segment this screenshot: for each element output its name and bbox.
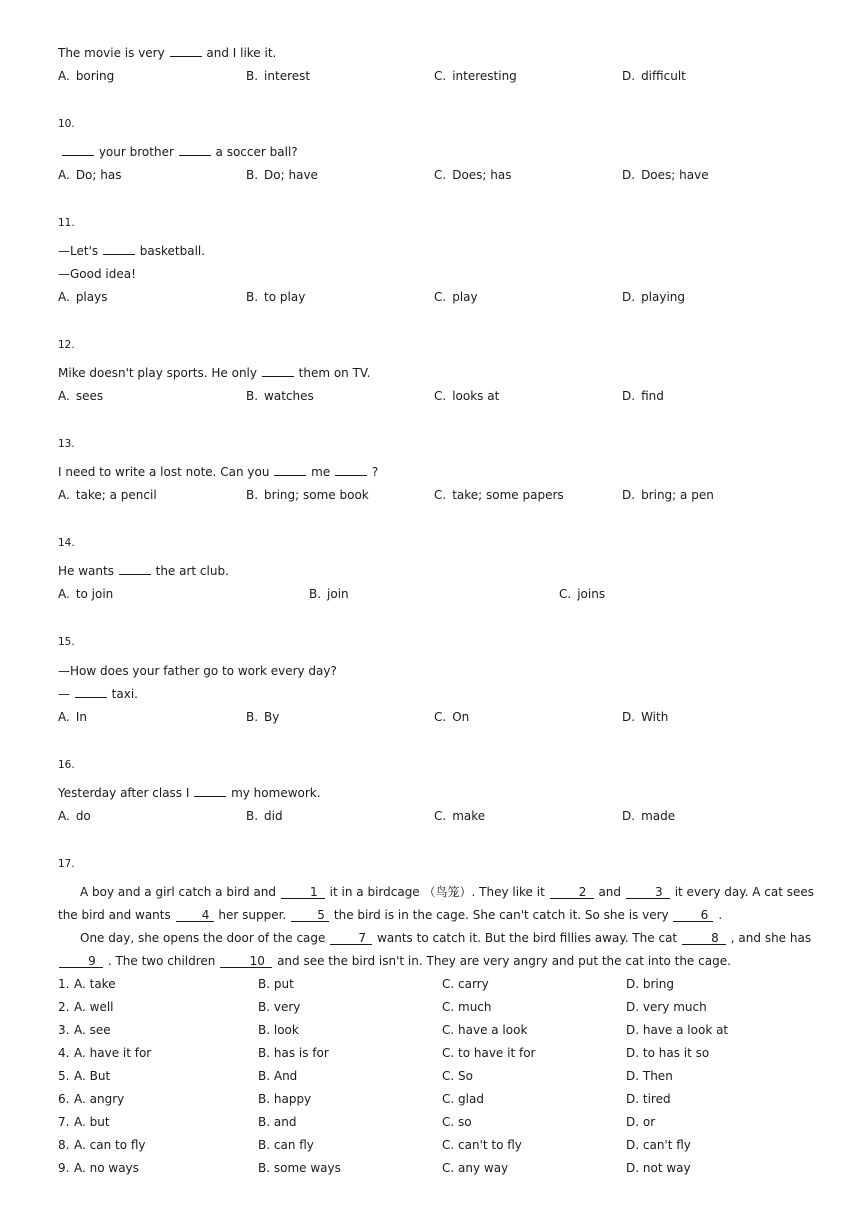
- option-d[interactable]: D. have a look at: [626, 1023, 729, 1037]
- option-number: 5.: [58, 1069, 70, 1083]
- question-number: 13.: [58, 438, 75, 450]
- option-a[interactable]: A. But: [74, 1069, 111, 1083]
- option-b[interactable]: B. did: [246, 809, 283, 823]
- option-d[interactable]: D. to has it so: [626, 1046, 710, 1060]
- option-b[interactable]: B. And: [258, 1069, 298, 1083]
- option-b[interactable]: B. bring; some book: [246, 488, 369, 502]
- stem-text: The movie is very: [58, 46, 165, 60]
- cloze-blank-8[interactable]: 8: [682, 933, 726, 945]
- question-12-stem: Mike doesn't play sports. He only them on TV.: [58, 366, 371, 380]
- question-15-line1: —How does your father go to work every day?: [58, 664, 337, 678]
- option-b[interactable]: B. interest: [246, 69, 311, 83]
- answer-blank[interactable]: [194, 785, 226, 797]
- question-number: 14.: [58, 537, 75, 549]
- question-14-stem: He wants the art club.: [58, 564, 229, 578]
- option-c[interactable]: C. interesting: [434, 69, 517, 83]
- option-c[interactable]: C. Does; has: [434, 168, 512, 182]
- option-b[interactable]: B. watches: [246, 389, 314, 403]
- question-number: 17.: [58, 858, 75, 870]
- option-c[interactable]: C. carry: [442, 977, 489, 991]
- option-number: 3.: [58, 1023, 70, 1037]
- option-c[interactable]: C. So: [442, 1069, 473, 1083]
- cloze-paragraph-1: A boy and a girl catch a bird and 1 it in a birdcage （鸟笼）. They like it 2 and 3 it every day. A cat sees the bird and wants 4 her supper. 5 the bird is in the cage. She can't catch it. So she is very 6 .: [58, 885, 815, 922]
- option-d[interactable]: D. playing: [622, 290, 686, 304]
- cloze-blank-6[interactable]: 6: [673, 910, 713, 922]
- option-b[interactable]: B. By: [246, 710, 280, 724]
- option-a[interactable]: A. do: [58, 809, 91, 823]
- option-a[interactable]: A. take; a pencil: [58, 488, 157, 502]
- cloze-option-row: [58, 1022, 818, 1038]
- option-d[interactable]: D. tired: [626, 1092, 671, 1106]
- answer-blank[interactable]: [335, 464, 367, 476]
- option-number: 4.: [58, 1046, 70, 1060]
- option-number: 7.: [58, 1115, 70, 1129]
- option-c[interactable]: C. so: [442, 1115, 472, 1129]
- option-a[interactable]: A. but: [74, 1115, 110, 1129]
- option-a[interactable]: A. to join: [58, 587, 114, 601]
- option-b[interactable]: B. some ways: [258, 1161, 341, 1175]
- option-b[interactable]: B. very: [258, 1000, 301, 1014]
- cloze-option-row: [58, 1160, 818, 1176]
- answer-blank[interactable]: [274, 464, 306, 476]
- stem-text: and I like it.: [206, 46, 277, 60]
- question-number: 16.: [58, 759, 75, 771]
- option-b[interactable]: B. join: [309, 587, 349, 601]
- cloze-blank-1[interactable]: 1: [281, 887, 325, 899]
- option-c[interactable]: C. much: [442, 1000, 492, 1014]
- cloze-option-row: [58, 1091, 818, 1107]
- option-a[interactable]: A. can to fly: [74, 1138, 146, 1152]
- cloze-option-row: [58, 999, 818, 1015]
- cloze-option-row: [58, 1114, 818, 1130]
- option-d[interactable]: D. can't fly: [626, 1138, 691, 1152]
- option-a[interactable]: A. see: [74, 1023, 111, 1037]
- option-a[interactable]: A. take: [74, 977, 116, 991]
- option-c[interactable]: C. have a look: [442, 1023, 528, 1037]
- option-d[interactable]: D. or: [626, 1115, 656, 1129]
- option-a[interactable]: A. angry: [74, 1092, 125, 1106]
- option-b[interactable]: B. can fly: [258, 1138, 314, 1152]
- question-9-stem: [58, 45, 276, 61]
- question-16-stem: Yesterday after class I my homework.: [58, 786, 321, 800]
- cloze-option-row: [58, 1068, 818, 1084]
- option-d[interactable]: D. Does; have: [622, 168, 709, 182]
- option-d[interactable]: D. difficult: [622, 69, 686, 83]
- answer-blank[interactable]: [262, 365, 294, 377]
- option-d[interactable]: D. bring: [626, 977, 674, 991]
- cloze-blank-10[interactable]: 10: [220, 956, 272, 968]
- option-a[interactable]: A. no ways: [74, 1161, 139, 1175]
- answer-blank[interactable]: [179, 144, 211, 156]
- option-number: 1.: [58, 977, 70, 991]
- option-d[interactable]: D. Then: [626, 1069, 673, 1083]
- option-b[interactable]: B. put: [258, 977, 294, 991]
- cloze-option-row: [58, 1137, 818, 1153]
- question-number: 10.: [58, 118, 75, 130]
- cloze-blank-5[interactable]: 5: [291, 910, 329, 922]
- option-a[interactable]: A. Do; has: [58, 168, 122, 182]
- option-d[interactable]: D. not way: [626, 1161, 691, 1175]
- option-d[interactable]: D. find: [622, 389, 664, 403]
- option-a[interactable]: A. have it for: [74, 1046, 152, 1060]
- answer-blank[interactable]: [170, 45, 202, 57]
- cloze-passage: [58, 881, 818, 973]
- option-c[interactable]: C. looks at: [434, 389, 500, 403]
- option-number: 8.: [58, 1138, 70, 1152]
- question-number: 12.: [58, 339, 75, 351]
- option-c[interactable]: C. any way: [442, 1161, 509, 1175]
- option-a[interactable]: A. plays: [58, 290, 108, 304]
- cloze-blank-3[interactable]: 3: [626, 887, 670, 899]
- question-10-stem: your brother a soccer ball?: [58, 144, 298, 160]
- option-d[interactable]: D. bring; a pen: [622, 488, 714, 502]
- option-c[interactable]: C. can't to fly: [442, 1138, 522, 1152]
- question-15-line2: — taxi.: [58, 687, 138, 701]
- cloze-blank-4[interactable]: 4: [176, 910, 214, 922]
- option-b[interactable]: B. look: [258, 1023, 299, 1037]
- cloze-option-row: [58, 1045, 818, 1061]
- option-number: 9.: [58, 1161, 70, 1175]
- option-c[interactable]: C. take; some papers: [434, 488, 564, 502]
- question-13-stem: I need to write a lost note. Can you me ?: [58, 465, 379, 479]
- option-a[interactable]: A. In: [58, 710, 87, 724]
- cloze-option-row: [58, 976, 818, 992]
- answer-blank[interactable]: [119, 563, 151, 575]
- option-b[interactable]: B. and: [258, 1115, 297, 1129]
- cloze-blank-9[interactable]: 9: [59, 956, 103, 968]
- option-b[interactable]: B. has is for: [258, 1046, 329, 1060]
- option-c[interactable]: C. glad: [442, 1092, 484, 1106]
- option-c[interactable]: C. play: [434, 290, 478, 304]
- option-a[interactable]: A. boring: [58, 69, 115, 83]
- cloze-paragraph-2: One day, she opens the door of the cage 7 wants to catch it. But the bird fillies away. The cat 8 , and she has 9 . The two children 10 and see the bird isn't in. They are very angry and put the cat into the cage.: [58, 927, 818, 973]
- answer-blank[interactable]: [75, 686, 107, 698]
- option-b[interactable]: B. happy: [258, 1092, 312, 1106]
- option-b[interactable]: B. to play: [246, 290, 306, 304]
- option-c[interactable]: C. joins: [559, 587, 606, 601]
- option-d[interactable]: D. made: [622, 809, 676, 823]
- option-b[interactable]: B. Do; have: [246, 168, 318, 182]
- option-a[interactable]: A. well: [74, 1000, 114, 1014]
- question-number: 11.: [58, 217, 75, 229]
- option-a[interactable]: A. sees: [58, 389, 104, 403]
- option-d[interactable]: D. With: [622, 710, 669, 724]
- option-c[interactable]: C. to have it for: [442, 1046, 536, 1060]
- option-c[interactable]: C. make: [434, 809, 486, 823]
- question-number: 15.: [58, 636, 75, 648]
- question-11-line1: —Let's basketball.: [58, 244, 206, 258]
- answer-blank[interactable]: [62, 144, 94, 156]
- cloze-blank-7[interactable]: 7: [330, 933, 372, 945]
- option-number: 6.: [58, 1092, 70, 1106]
- option-d[interactable]: D. very much: [626, 1000, 707, 1014]
- answer-blank[interactable]: [103, 243, 135, 255]
- question-11-line2: —Good idea!: [58, 267, 136, 281]
- option-c[interactable]: C. On: [434, 710, 470, 724]
- cloze-blank-2[interactable]: 2: [550, 887, 594, 899]
- option-number: 2.: [58, 1000, 70, 1014]
